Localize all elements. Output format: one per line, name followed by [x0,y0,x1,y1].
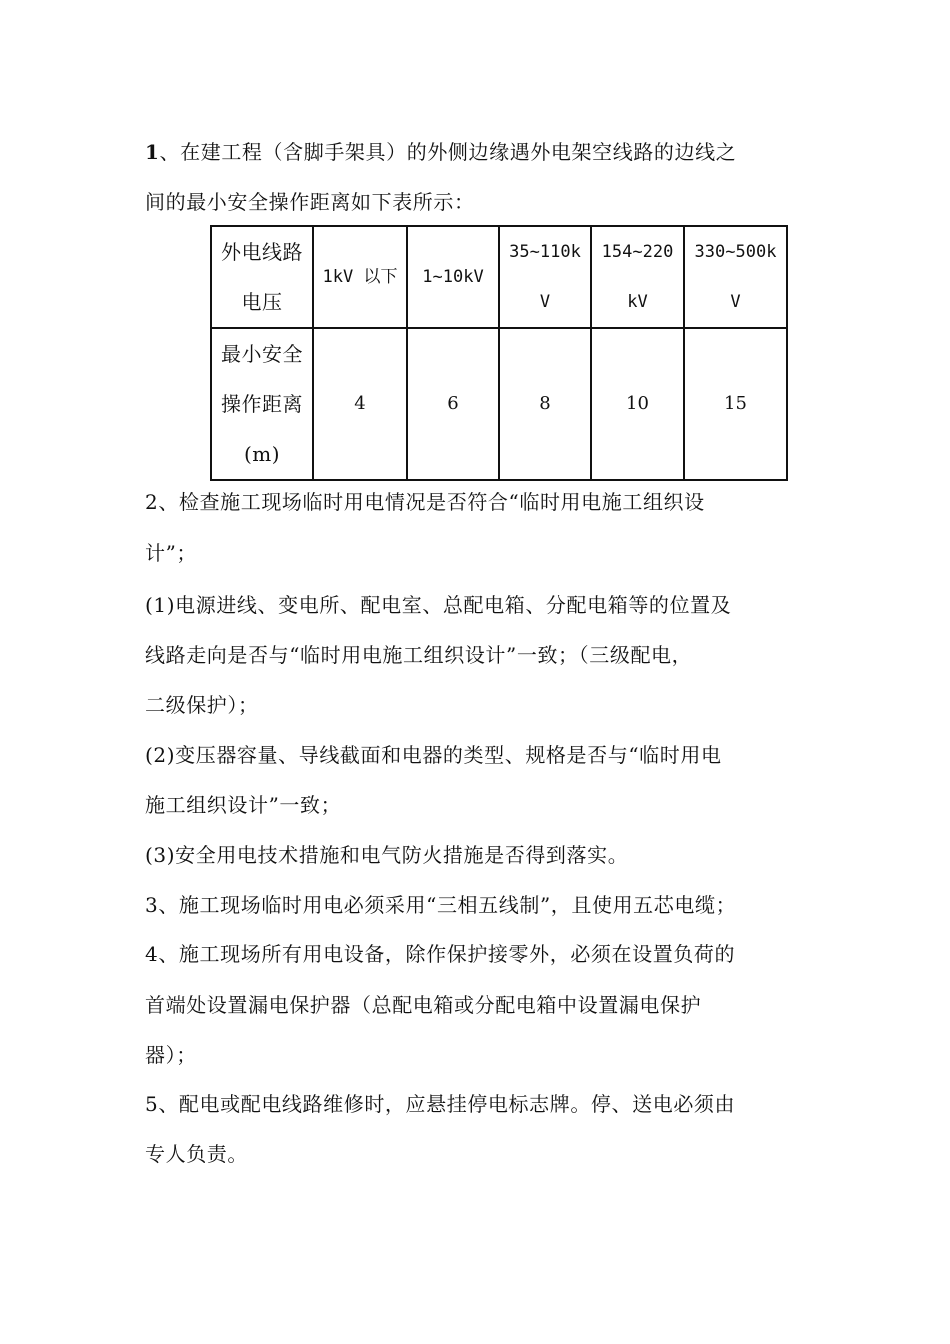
distance-1-value: 4 [354,393,366,414]
row-header-distance [211,328,313,480]
paragraph-1-text: 、在建工程（含脚手架具）的外侧边缘遇外电架空线路的边线之 [159,140,737,164]
voltage-4-line-1: 154~220 [601,242,674,262]
distance-3-value: 8 [539,393,551,414]
paragraph-4-line-2: 施工组织设计”一致； [145,793,342,817]
safety-distance-table [210,225,788,481]
row-header-distance-line-3: (m) [243,442,281,466]
distance-cell-4 [591,328,684,480]
paragraph-8-line-1: 5、配电或配电线路维修时，应悬挂停电标志牌。停、送电必须由 [145,1092,736,1116]
voltage-5-line-2: V [730,292,741,312]
voltage-4-line-2: kV [627,292,648,312]
paragraph-3-line-3: 二级保护）； [145,693,259,717]
item-number-1: 1 [145,140,160,164]
distance-5-value: 15 [724,393,747,414]
voltage-2-text: 1~10kV [422,267,484,287]
table-row-voltage [211,226,787,328]
distance-cell-5 [684,328,787,480]
row-header-voltage-line-1: 外电线路 [221,240,303,264]
distance-cell-3 [499,328,591,480]
paragraph-7-line-3: 器）； [145,1043,197,1067]
distance-cell-1 [313,328,407,480]
paragraph-5-line-1: (3)安全用电技术措施和电气防火措施是否得到落实。 [145,843,629,867]
distance-2-value: 6 [447,393,459,414]
paragraph-2-line-1: 2、检查施工现场临时用电情况是否符合“临时用电施工组织设 [145,490,705,514]
paragraph-6-line-1: 3、施工现场临时用电必须采用“三相五线制”，且使用五芯电缆； [145,893,737,917]
paragraph-2-line-2: 计”； [145,541,198,565]
voltage-3-line-1: 35~110k [509,242,581,262]
paragraph-1-line-2: 间的最小安全操作距离如下表所示： [145,190,475,214]
voltage-cell-5 [684,226,787,328]
voltage-cell-2 [407,226,499,328]
table-row-distance [211,328,787,480]
paragraph-1-line-1 [145,140,810,164]
paragraph-7-line-1: 4、施工现场所有用电设备，除作保护接零外，必须在设置负荷的 [145,942,736,966]
voltage-cell-3 [499,226,591,328]
paragraph-8-line-2: 专人负责。 [145,1142,248,1166]
row-header-distance-line-2: 操作距离 [221,392,303,416]
voltage-5-line-1: 330~500k [694,242,777,262]
row-header-voltage-line-2: 电压 [241,290,283,314]
voltage-1-text: 1kV 以下 [322,267,398,287]
paragraph-3-line-2: 线路走向是否与“临时用电施工组织设计”一致；（三级配电， [145,643,693,667]
paragraph-4-line-1: (2)变压器容量、导线截面和电器的类型、规格是否与“临时用电 [145,743,722,767]
voltage-cell-4 [591,226,684,328]
paragraph-3-line-1: (1)电源进线、变电所、配电室、总配电箱、分配电箱等的位置及 [145,593,732,617]
distance-cell-2 [407,328,499,480]
voltage-3-line-2: V [539,292,551,312]
distance-4-value: 10 [626,393,649,414]
voltage-cell-1 [313,226,407,328]
row-header-distance-line-1: 最小安全 [221,342,303,366]
row-header-voltage [211,226,313,328]
paragraph-7-line-2: 首端处设置漏电保护器（总配电箱或分配电箱中设置漏电保护 [145,993,702,1017]
